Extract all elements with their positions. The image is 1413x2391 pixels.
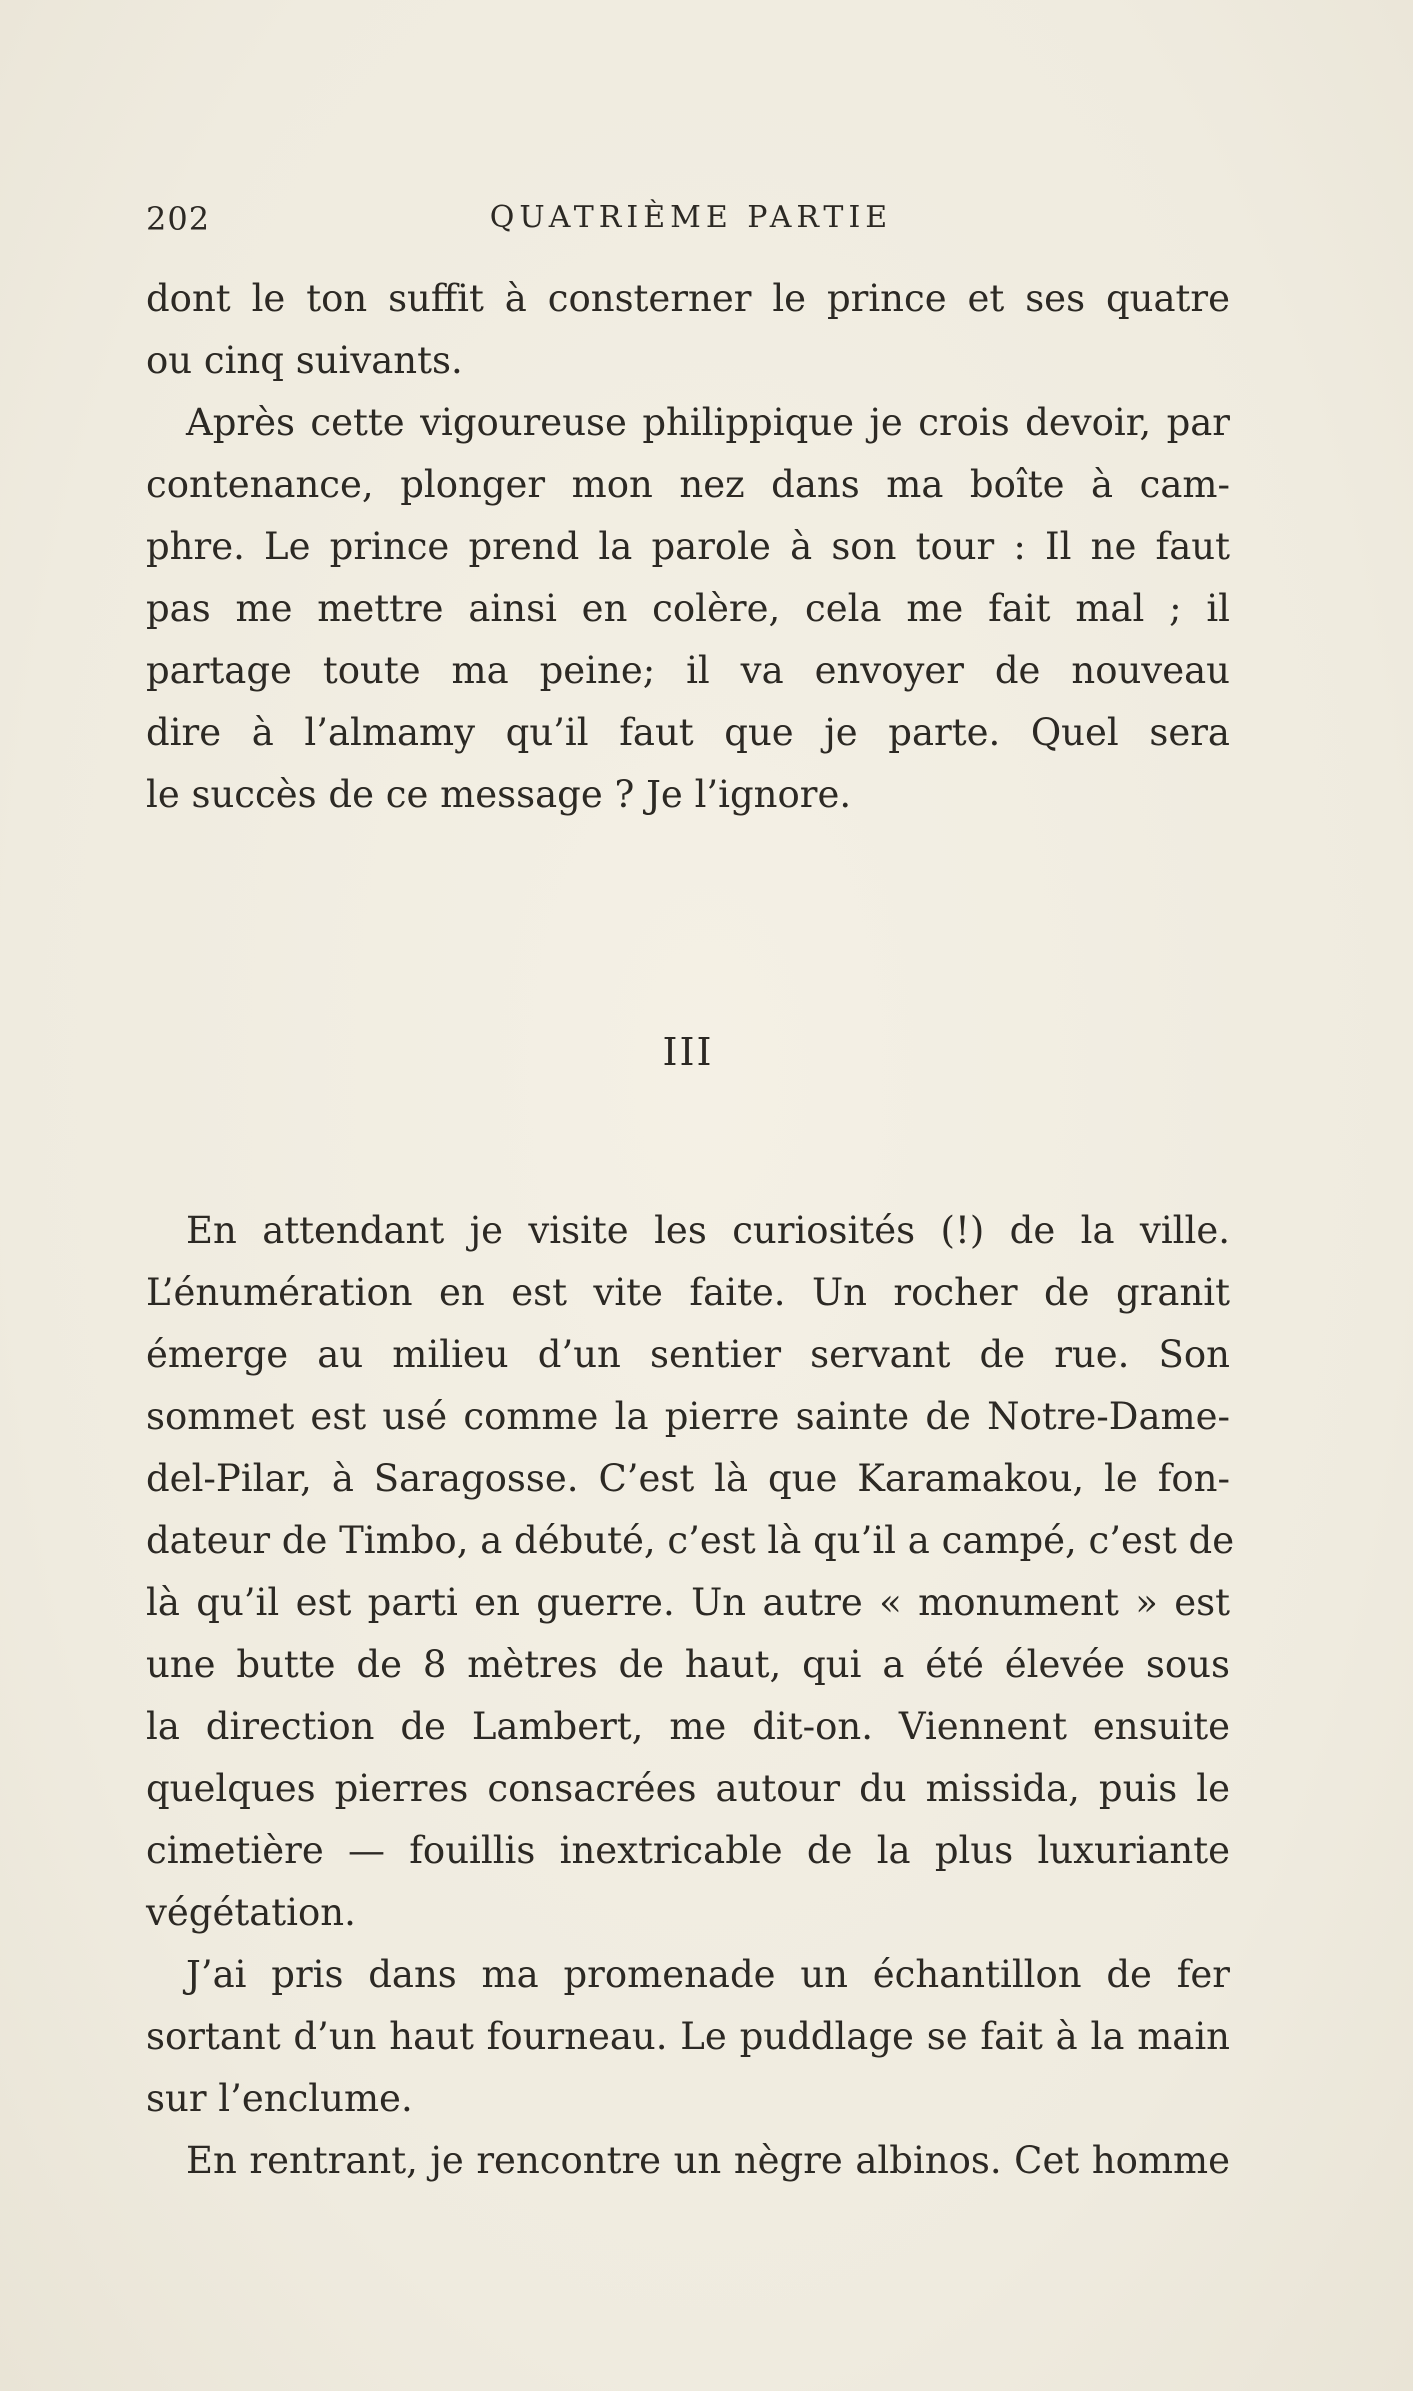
text-line: contenance, plonger mon nez dans ma boîte à cam- [146,463,1230,506]
page-number: 202 [146,200,211,238]
text-line: le succès de ce message ? Je l’ignore. [146,773,852,816]
text-line: sommet est usé comme la pierre sainte de Notre-Dame- [146,1395,1230,1438]
text-line: sortant d’un haut fourneau. Le puddlage se fait à la main [146,2015,1230,2058]
page-header [146,200,1236,250]
paragraph-start-line: En rentrant, je rencontre un nègre albinos. Cet homme [186,2139,1230,2182]
text-line: L’énumération en est vite faite. Un rocher de granit [146,1271,1230,1314]
text-line: phre. Le prince prend la parole à son tour : Il ne faut [146,525,1230,568]
text-line: végétation. [146,1891,356,1934]
text-line: dire à l’almamy qu’il faut que je parte. Quel sera [146,711,1230,754]
text-line: dont le ton suffit à consterner le prince et ses quatre [146,277,1230,320]
text-line: ou cinq suivants. [146,339,463,382]
text-line: pas me mettre ainsi en colère, cela me fait mal ; il [146,587,1230,630]
text-line: dateur de Timbo, a débuté, c’est là qu’il a campé, c’est de [146,1519,1235,1562]
text-line: sur l’enclume. [146,2077,413,2120]
text-line: partage toute ma peine; il va envoyer de nouveau [146,649,1230,692]
paragraph-start-line: En attendant je visite les curiosités (!) de la ville. [186,1209,1230,1252]
section-heading: III [662,1030,714,1074]
text-block-bottom [146,1200,1235,2192]
text-line: une butte de 8 mètres de haut, qui a été élevée sous [146,1643,1230,1686]
running-title: QUATRIÈME PARTIE [489,200,893,235]
paragraph-start-line: J’ai pris dans ma promenade un échantillon de fer [186,1953,1230,1996]
text-line: cimetière — fouillis inextricable de la plus luxuriante [146,1829,1230,1872]
text-line: quelques pierres consacrées autour du missida, puis le [146,1767,1230,1810]
text-line: émerge au milieu d’un sentier servant de rue. Son [146,1333,1230,1376]
text-block-top [146,268,1230,826]
text-line: del-Pilar, à Saragosse. C’est là que Karamakou, le fon- [146,1457,1230,1500]
text-line: là qu’il est parti en guerre. Un autre « monument » est [146,1581,1230,1624]
paragraph-start-line: Après cette vigoureuse philippique je crois devoir, par [186,401,1230,444]
text-line: la direction de Lambert, me dit-on. Viennent ensuite [146,1705,1230,1748]
